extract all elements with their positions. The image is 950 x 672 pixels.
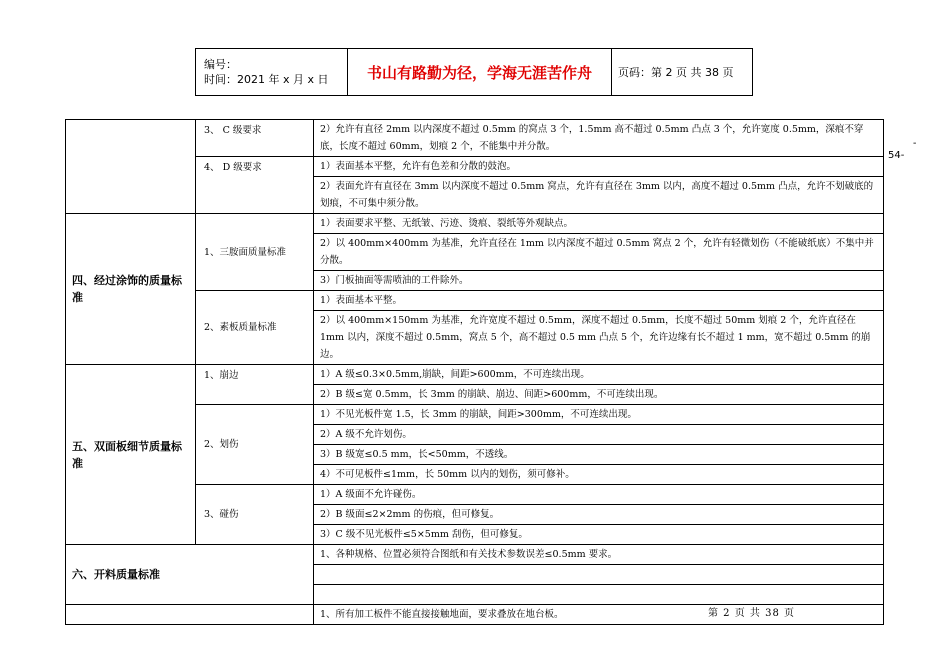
section-cell-continued [66, 120, 196, 214]
sub-category-chipping: 1、崩边 [196, 365, 314, 405]
requirement-item: 1、所有加工板件不能直接接触地面，要求叠放在地台板。 [314, 605, 884, 625]
header-meta [196, 49, 348, 96]
table-row [66, 214, 884, 234]
requirement-item: 2）B 级面≤2×2mm 的伤痕，但可修复。 [314, 505, 884, 525]
header-motto: 书山有路勤为径，学海无涯苦作舟 [348, 49, 612, 96]
sub-category-triamine: 1、三胺面质量标准 [196, 214, 314, 291]
document-number-label: 编号： [204, 58, 237, 71]
requirement-item: 3）B 级宽≤0.5 mm，长<50mm，不透线。 [314, 445, 884, 465]
requirement-item: 2）允许有直径 2mm 以内深度不超过 0.5mm 的窝点 3 个，1.5mm 高不超过 0.5mm 凸点 3 个，允许宽度 0.5mm，深痕不穿底，长度不超过 60mm，划痕 2 个，不能集中并分散。 [314, 120, 884, 157]
requirement-item: 1）A 级≤0.3×0.5mm,崩缺，间距>600mm，不可连续出现。 [314, 365, 884, 385]
requirement-item: 1、各种规格、位置必须符合图纸和有关技术参数误差≤0.5mm 要求。 [314, 545, 884, 565]
empty-cell [314, 585, 884, 605]
section-title-coated-quality: 四、经过涂饰的质量标准 [66, 214, 196, 365]
table-row [66, 120, 884, 157]
requirement-item: 2）表面允许有直径在 3mm 以内深度不超过 0.5mm 窝点，允许有直径在 3mm 以内，高度不超过 0.5mm 凸点，允许不划破底的划痕，不可集中须分散。 [314, 177, 884, 214]
section-cell-next [66, 605, 314, 625]
sub-category-scratch: 2、划伤 [196, 405, 314, 485]
requirement-item: 1）不见光板件宽 1.5，长 3mm 的崩缺，间距>300mm，不可连续出现。 [314, 405, 884, 425]
requirement-item: 4）不可见板件≤1mm，长 50mm 以内的划伤，须可修补。 [314, 465, 884, 485]
side-tick: - [913, 138, 917, 149]
sub-category-d-level: 4、 D 级要求 [196, 157, 314, 214]
requirement-item: 2）以 400mm×400mm 为基准，允许直径在 1mm 以内深度不超过 0.5mm 窝点 2 个，允许有轻微划伤（不能破纸底）不集中并分散。 [314, 234, 884, 271]
sub-category-plain-board: 2、素板质量标准 [196, 291, 314, 365]
document-time-label: 时间：2021 年 x 月 x 日 [204, 73, 329, 86]
quality-standard-table [65, 119, 884, 625]
requirement-item: 1）表面基本平整。 [314, 291, 884, 311]
side-page-mark: 54- [888, 150, 905, 161]
requirement-item: 2）以 400mm×150mm 为基准，允许宽度不超过 0.5mm，深度不超过 0.5mm，长度不超过 50mm 划痕 2 个，允许直径在 1mm 以内，深度不超过 0.5mm，窝点 5 个，高不超过 0.5 mm 凸点 5 个，允许边缘有长不超过 1 mm，宽不超过 0.5mm 的崩边。 [314, 311, 884, 365]
requirement-item: 1）表面基本平整，允许有色差和分散的鼓泡。 [314, 157, 884, 177]
section-title-cutting: 六、开料质量标准 [66, 545, 314, 605]
table-row [66, 545, 884, 565]
requirement-item: 3）C 级不见光板件≤5×5mm 刮伤，但可修复。 [314, 525, 884, 545]
requirement-item: 3）门板抽面等需喷油的工件除外。 [314, 271, 884, 291]
document-header [195, 48, 753, 96]
requirement-item: 2）B 级≤宽 0.5mm，长 3mm 的崩缺、崩边、间距>600mm，不可连续出现。 [314, 385, 884, 405]
requirement-item: 1）表面要求平整、无纸皱、污迹、烫痕、裂纸等外观缺点。 [314, 214, 884, 234]
sub-category-bump: 3、碰伤 [196, 485, 314, 545]
header-page-code: 页码：第 2 页 共 38 页 [612, 49, 753, 96]
sub-category-c-level: 3、 C 级要求 [196, 120, 314, 157]
empty-cell [314, 565, 884, 585]
section-title-double-board: 五、双面板细节质量标准 [66, 365, 196, 545]
page-footer: 第 2 页 共 38 页 [708, 608, 795, 619]
requirement-item: 2）A 级不允许划伤。 [314, 425, 884, 445]
table-row [66, 365, 884, 385]
requirement-item: 1）A 级面不允许碰伤。 [314, 485, 884, 505]
